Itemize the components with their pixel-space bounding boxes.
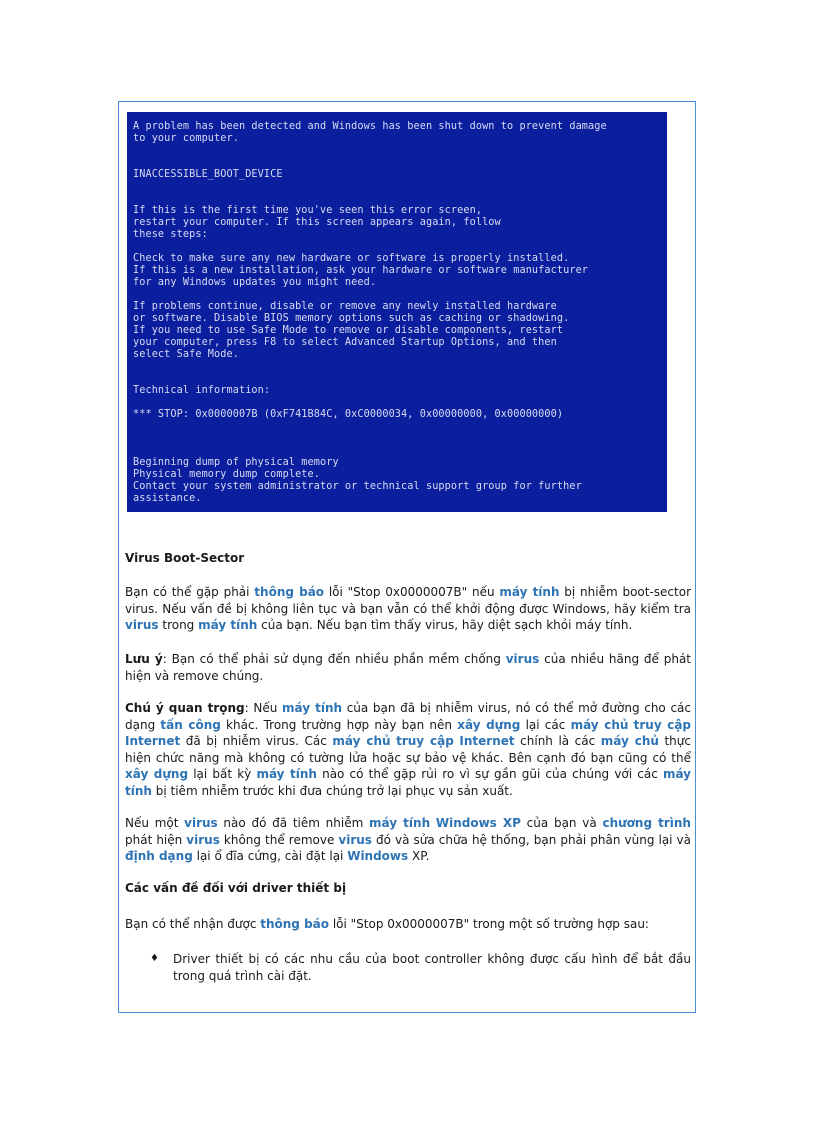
- keyword-link[interactable]: máy chủ: [570, 717, 629, 732]
- bsod-line: or software. Disable BIOS memory options such as caching or shadowing.: [133, 313, 570, 324]
- bsod-line: assistance.: [133, 493, 202, 504]
- list-item-text: Driver thiết bị có các nhu cầu của boot controller không được cấu hình để bắt đầu trong quá trình cài đặt.: [173, 952, 691, 983]
- bsod-line: [133, 445, 661, 457]
- bsod-line: If problems continue, disable or remove any newly installed hardware: [133, 301, 557, 312]
- keyword-link[interactable]: truy cập: [396, 734, 454, 748]
- bsod-line: Physical memory dump complete.: [133, 469, 321, 480]
- keyword-link[interactable]: tấn công: [160, 717, 221, 732]
- keyword-link[interactable]: Windows XP: [435, 816, 521, 830]
- keyword-link[interactable]: máy tính: [282, 701, 343, 715]
- bsod-line: [133, 433, 661, 445]
- keyword-link[interactable]: virus: [186, 832, 220, 847]
- bold-label: Lưu ý: [125, 652, 163, 666]
- bsod-line: [133, 397, 661, 409]
- bsod-line: Check to make sure any new hardware or software is properly installed.: [133, 253, 570, 264]
- paragraph-reinstall: Nếu một virus nào đó đã tiêm nhiễm máy tính Windows XP của bạn và chương trình phát hiện virus không thể remove virus đó và sửa chữa hệ thống, bạn phải phân vùng lại và định dạng lại ổ đĩa cứng, cài đặt lại Windows XP.: [125, 816, 692, 863]
- keyword-link[interactable]: truy cập: [633, 717, 692, 732]
- bsod-line: [133, 157, 661, 169]
- diamond-bullet-icon: ♦: [150, 953, 159, 964]
- bsod-screenshot: [127, 112, 667, 512]
- bsod-line: [133, 241, 661, 253]
- keyword-link[interactable]: xây dựng: [125, 767, 189, 781]
- keyword-link[interactable]: máy tính: [198, 618, 258, 632]
- bsod-line: A problem has been detected and Windows has been shut down to prevent damage: [133, 121, 607, 132]
- section-heading-driver: Các vấn đề đối với driver thiết bị: [125, 881, 347, 895]
- paragraph-intro: Bạn có thể gặp phải thông báo lỗi "Stop 0x0000007B" nếu máy tính bị nhiễm boot-sector virus. Nếu vấn đề bị không liên tục và bạn vẫn có thể khởi động được Windows, hãy kiểm tra virus trong máy tính của bạn. Nếu bạn tìm thấy virus, hãy diệt sạch khỏi máy tính.: [125, 585, 692, 632]
- bsod-line: select Safe Mode.: [133, 349, 239, 360]
- bsod-line: [133, 181, 661, 193]
- paragraph-note: Lưu ý: Bạn có thể phải sử dụng đến nhiều phần mềm chống virus của nhiều hãng để phát hiện và remove chúng.: [125, 652, 692, 683]
- keyword-link[interactable]: máy chủ: [600, 734, 659, 748]
- keyword-link[interactable]: chương trình: [602, 816, 691, 830]
- bsod-line: [133, 373, 661, 385]
- keyword-link[interactable]: Windows: [347, 849, 409, 863]
- bsod-line: If you need to use Safe Mode to remove or disable components, restart: [133, 325, 564, 336]
- bold-label: Chú ý quan trọng: [125, 701, 245, 715]
- bsod-line: your computer, press F8 to select Advanced Startup Options, and then: [133, 337, 557, 348]
- keyword-link[interactable]: virus: [338, 832, 372, 847]
- bsod-line: for any Windows updates you might need.: [133, 277, 377, 288]
- bsod-line: Beginning dump of physical memory: [133, 457, 339, 468]
- bsod-line: these steps:: [133, 229, 208, 240]
- section-heading-virus-boot-sector: Virus Boot-Sector: [125, 551, 245, 565]
- keyword-link[interactable]: thông báo: [254, 585, 325, 599]
- keyword-link[interactable]: máy chủ: [332, 734, 391, 748]
- bsod-line: Contact your system administrator or technical support group for further: [133, 481, 582, 492]
- bsod-line: Technical information:: [133, 385, 271, 396]
- paragraph-driver-intro: Bạn có thể nhận được thông báo lỗi "Stop 0x0000007B" trong một số trường hợp sau:: [125, 917, 649, 931]
- bsod-line: restart your computer. If this screen appears again, follow: [133, 217, 501, 228]
- bsod-line: [133, 289, 661, 301]
- bsod-line: to your computer.: [133, 133, 239, 144]
- keyword-link[interactable]: máy tính: [256, 767, 317, 781]
- keyword-link[interactable]: máy tính: [499, 585, 560, 599]
- bsod-line: If this is the first time you've seen this error screen,: [133, 205, 483, 216]
- keyword-link[interactable]: định dạng: [125, 849, 193, 863]
- keyword-link[interactable]: virus: [505, 652, 540, 666]
- bsod-line: *** STOP: 0x0000007B (0xF741B84C, 0xC0000034, 0x00000000, 0x00000000): [133, 409, 564, 420]
- keyword-link[interactable]: xây dựng: [457, 717, 521, 732]
- keyword-link[interactable]: Internet: [125, 734, 181, 748]
- keyword-link[interactable]: máy tính: [125, 767, 692, 798]
- bsod-line: [133, 145, 661, 157]
- bsod-line: [133, 361, 661, 373]
- keyword-link[interactable]: virus: [184, 816, 218, 830]
- keyword-link[interactable]: thông báo: [260, 917, 329, 931]
- bsod-line: If this is a new installation, ask your hardware or software manufacturer: [133, 265, 589, 276]
- paragraph-important: Chú ý quan trọng: Nếu máy tính của bạn đã bị nhiễm virus, nó có thể mở đường cho các dạng tấn công khác. Trong trường hợp này bạn nên xây dựng lại các máy chủ truy cập Internet đã bị nhiễm virus. Các máy chủ truy cập Internet chính là các máy chủ thực hiện chức năng mà không có tường lửa hoặc sự bảo vệ khác. Bên cạnh đó bạn cũng có thể xây dựng lại bất kỳ máy tính nào có thể gặp rủi ro vì sự gần gũi của chúng với các máy tính bị tiêm nhiễm trước khi đưa chúng trở lại phục vụ sản xuất.: [125, 701, 692, 798]
- bsod-line: [133, 193, 661, 205]
- keyword-link[interactable]: Internet: [459, 734, 515, 748]
- bsod-line: INACCESSIBLE_BOOT_DEVICE: [133, 169, 283, 180]
- keyword-link[interactable]: máy tính: [369, 816, 431, 830]
- keyword-link[interactable]: virus: [125, 618, 159, 632]
- bsod-line: [133, 421, 661, 433]
